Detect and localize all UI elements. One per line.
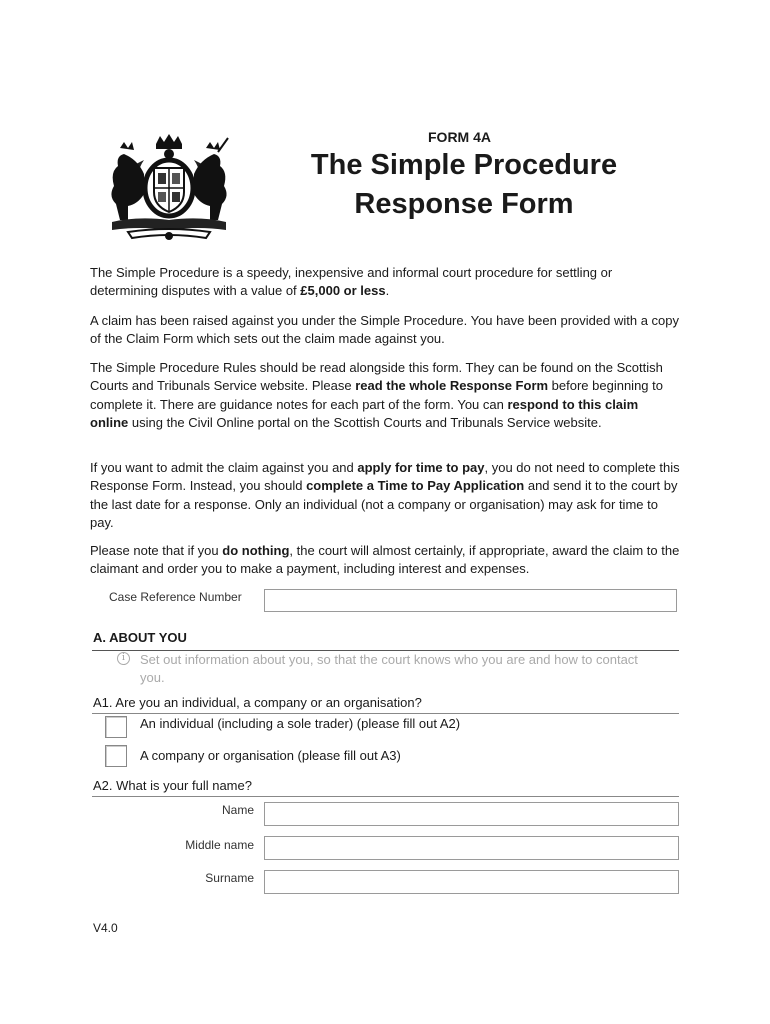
- title-line-2: Response Form: [354, 188, 574, 220]
- title-line-1: The Simple Procedure: [310, 149, 618, 181]
- intro-p3-text-a: The Simple Procedure Rules should be read alongside this form. They can be found on the Scottish Courts and Tribunals Service website. Please: [90, 360, 663, 394]
- intro-p4-bold-2: complete a Time to Pay Application: [306, 478, 525, 494]
- company-option-label: A company or organisation (please fill out A3): [140, 748, 401, 763]
- version-label: V4.0: [93, 921, 118, 935]
- company-checkbox[interactable]: [105, 745, 127, 767]
- intro-paragraph-4: [90, 459, 680, 533]
- surname-label: Surname: [205, 871, 254, 885]
- surname-input[interactable]: [264, 870, 679, 894]
- intro-p4-bold-1: apply for time to pay: [357, 460, 485, 475]
- intro-p3-text-c: before beginning to complete it. There are guidance notes for each part of the form. You can: [90, 378, 663, 412]
- middle-name-label: Middle name: [185, 838, 254, 852]
- intro-p5-bold: do nothing: [222, 543, 290, 558]
- form-number: FORM 4A: [428, 129, 491, 145]
- intro-p5-text-a: Please note that if you: [90, 543, 223, 558]
- name-input[interactable]: [264, 802, 679, 826]
- name-label: Name: [221, 803, 254, 817]
- middle-name-input[interactable]: [264, 836, 679, 860]
- case-reference-input[interactable]: [264, 589, 677, 612]
- page-title: [290, 146, 638, 224]
- intro-paragraph-5: [90, 542, 680, 579]
- question-a2-divider: [92, 796, 679, 797]
- intro-p4-text-a: If you want to admit the claim against you and: [90, 460, 358, 475]
- intro-paragraph-1: [90, 264, 680, 301]
- individual-option-label: An individual (including a sole trader) (please fill out A2): [140, 716, 461, 731]
- intro-paragraph-2: A claim has been raised against you under the Simple Procedure. You have been provided with a copy of the Claim Form which sets out the claim made against you.: [90, 313, 679, 347]
- case-reference-label: Case Reference Number: [109, 590, 242, 604]
- intro-p5-text-c: , the court will almost certainly, if appropriate, award the claim to the claimant and order you to make a payment, including interest and expenses.: [90, 543, 680, 577]
- intro-p3-bold-2: respond to this claim online: [90, 396, 639, 431]
- intro-p4-text-c: , you do not need to complete this Response Form. Instead, you should: [90, 460, 680, 494]
- intro-paragraph-3: [90, 359, 680, 433]
- intro-p4-text-e: and send it to the court by the last date for a response. Only an individual (not a company or organisation) may ask for time to pay.: [90, 478, 678, 531]
- section-a-info-text: Set out information about you, so that the court knows who you are and how to contact you.: [140, 652, 638, 686]
- intro-p1-text-a: The Simple Procedure is a speedy, inexpensive and informal court procedure for settling or determining disputes with a value of: [90, 265, 613, 299]
- question-a2: A2. What is your full name?: [93, 778, 252, 793]
- info-icon: i: [117, 652, 130, 665]
- royal-coat-of-arms-logo: [98, 134, 240, 242]
- intro-p1-bold: £5,000 or less: [300, 283, 386, 299]
- individual-checkbox[interactable]: [105, 716, 127, 738]
- question-a1: A1. Are you an individual, a company or an organisation?: [93, 695, 422, 710]
- intro-p3-bold-1: read the whole Response Form: [355, 378, 549, 394]
- section-a-heading: A. ABOUT YOU: [93, 630, 187, 645]
- question-a1-divider: [92, 713, 679, 714]
- intro-p3-text-e: using the Civil Online portal on the Scottish Courts and Tribunals Service website.: [128, 415, 602, 431]
- intro-p1-text-c: .: [385, 283, 390, 299]
